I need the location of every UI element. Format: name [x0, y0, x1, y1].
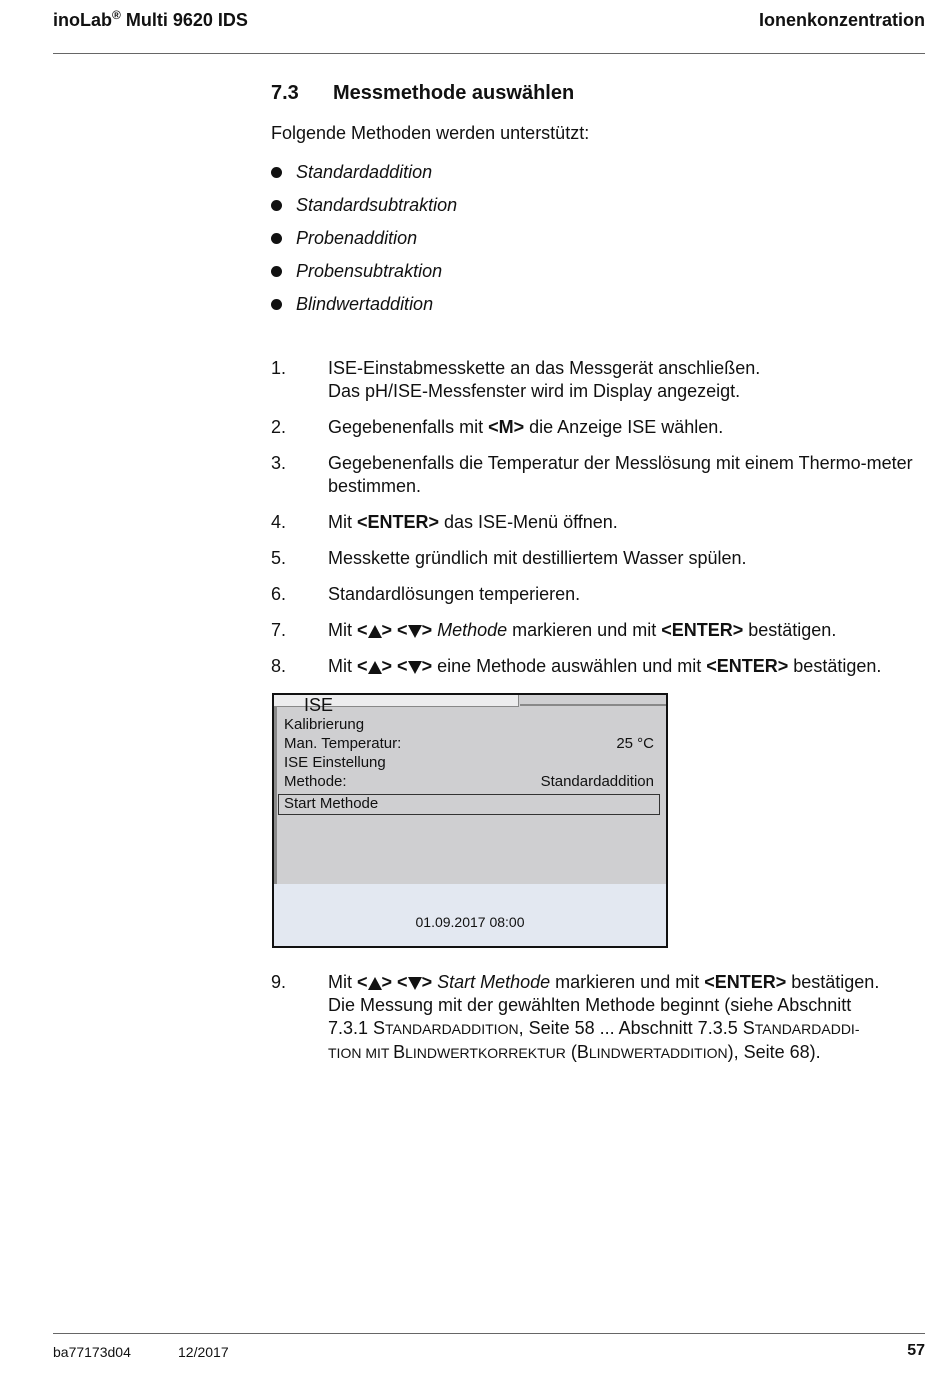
steps-9 — [271, 971, 931, 1078]
arrow-up-icon — [368, 977, 382, 990]
key-enter: <ENTER> — [706, 656, 789, 676]
arrow-down-icon — [408, 625, 422, 638]
key-enter: <ENTER> — [704, 972, 787, 992]
bullet-icon — [271, 167, 282, 178]
step-4: 4. Mit <ENTER> das ISE-Menü öffnen. — [271, 512, 618, 532]
display-title: ISE — [304, 695, 334, 715]
display-tab-line — [520, 695, 666, 706]
menu-item-ise-einstellung[interactable]: ISE Einstellung — [284, 754, 386, 771]
bullet-icon — [271, 200, 282, 211]
display-scrollbar — [274, 707, 277, 884]
temperature-value: 25 °C — [616, 735, 654, 752]
step-3: 3. Gegebenenfalls die Temperatur der Messlösung mit einem Thermo-meter bestimmen. — [271, 453, 913, 496]
model-name: Multi 9620 IDS — [120, 10, 248, 30]
list-item: Probensubtraktion — [271, 255, 457, 288]
key-m: <M> — [488, 417, 525, 437]
step-6: 6. Standardlösungen temperieren. — [271, 584, 581, 604]
list-item: Standardsubtraktion — [271, 189, 457, 222]
key-enter: <ENTER> — [661, 620, 744, 640]
header-divider — [53, 53, 925, 54]
arrow-up-icon — [368, 625, 382, 638]
step-1: 1. ISE-Einstabmesskette an das Messgerät anschließen. Das pH/ISE-Messfenster wird im Display angezeigt. — [271, 358, 761, 401]
product-name: inoLab — [53, 10, 112, 30]
steps-1-8 — [271, 357, 931, 691]
bullet-icon — [271, 233, 282, 244]
section-number: 7.3 — [271, 82, 299, 104]
list-item: Probenaddition — [271, 222, 457, 255]
key-enter: <ENTER> — [357, 512, 440, 532]
arrow-down-icon — [408, 977, 422, 990]
registered-mark: ® — [112, 8, 121, 22]
header-product — [53, 8, 248, 31]
footer-divider — [53, 1333, 925, 1334]
bullet-icon — [271, 299, 282, 310]
step-2: 2. Gegebenenfalls mit <M> die Anzeige ISE wählen. — [271, 417, 724, 437]
menu-item-kalibrierung[interactable]: Kalibrierung — [284, 716, 365, 733]
list-item: Standardaddition — [271, 156, 457, 189]
step-5: 5. Messkette gründlich mit destilliertem Wasser spülen. — [271, 548, 747, 568]
page-number: 57 — [907, 1342, 925, 1359]
list-item: Blindwertaddition — [271, 288, 457, 321]
arrow-down-icon — [408, 661, 422, 674]
menu-item-start-methode[interactable]: Start Methode — [278, 794, 660, 815]
intro-text: Folgende Methoden werden unterstützt: — [271, 123, 590, 143]
section-heading — [271, 82, 574, 105]
footer-doc-code: ba77173d04 — [53, 1344, 131, 1360]
footer-date: 12/2017 — [178, 1344, 229, 1360]
display-status-bar — [274, 884, 666, 946]
menu-item-man-temperatur[interactable]: Man. Temperatur: 25 °C — [284, 735, 654, 752]
menu-item-methode[interactable]: Methode: Standardaddition — [284, 773, 654, 790]
display-datetime: 01.09.2017 08:00 — [415, 914, 525, 930]
step-9: 9. Mit < > < > Start Methode markieren und mit <ENTER> bestätigen. Die Messung mit der gewählten Methode beginnt (siehe Abschnitt 7.3.1 STANDARDADDITION, Seite 58 ... Abschnitt 7.3.5 STANDARDADDI- TION MIT BLINDWERTKORREKTUR (BLINDWERTADDITION), Seite 68). — [271, 972, 880, 1062]
header-section-name: Ionenkonzentration — [759, 10, 925, 30]
step-8: 8. Mit < > < > eine Methode auswählen und mit <ENTER> bestätigen. — [271, 656, 882, 676]
bullet-icon — [271, 266, 282, 277]
device-display — [272, 693, 668, 948]
arrow-up-icon — [368, 661, 382, 674]
method-value: Standardaddition — [540, 773, 654, 790]
step-7: 7. Mit < > < > Methode markieren und mit <ENTER> bestätigen. — [271, 620, 837, 640]
method-list — [271, 156, 457, 321]
section-title: Messmethode auswählen — [333, 82, 575, 104]
